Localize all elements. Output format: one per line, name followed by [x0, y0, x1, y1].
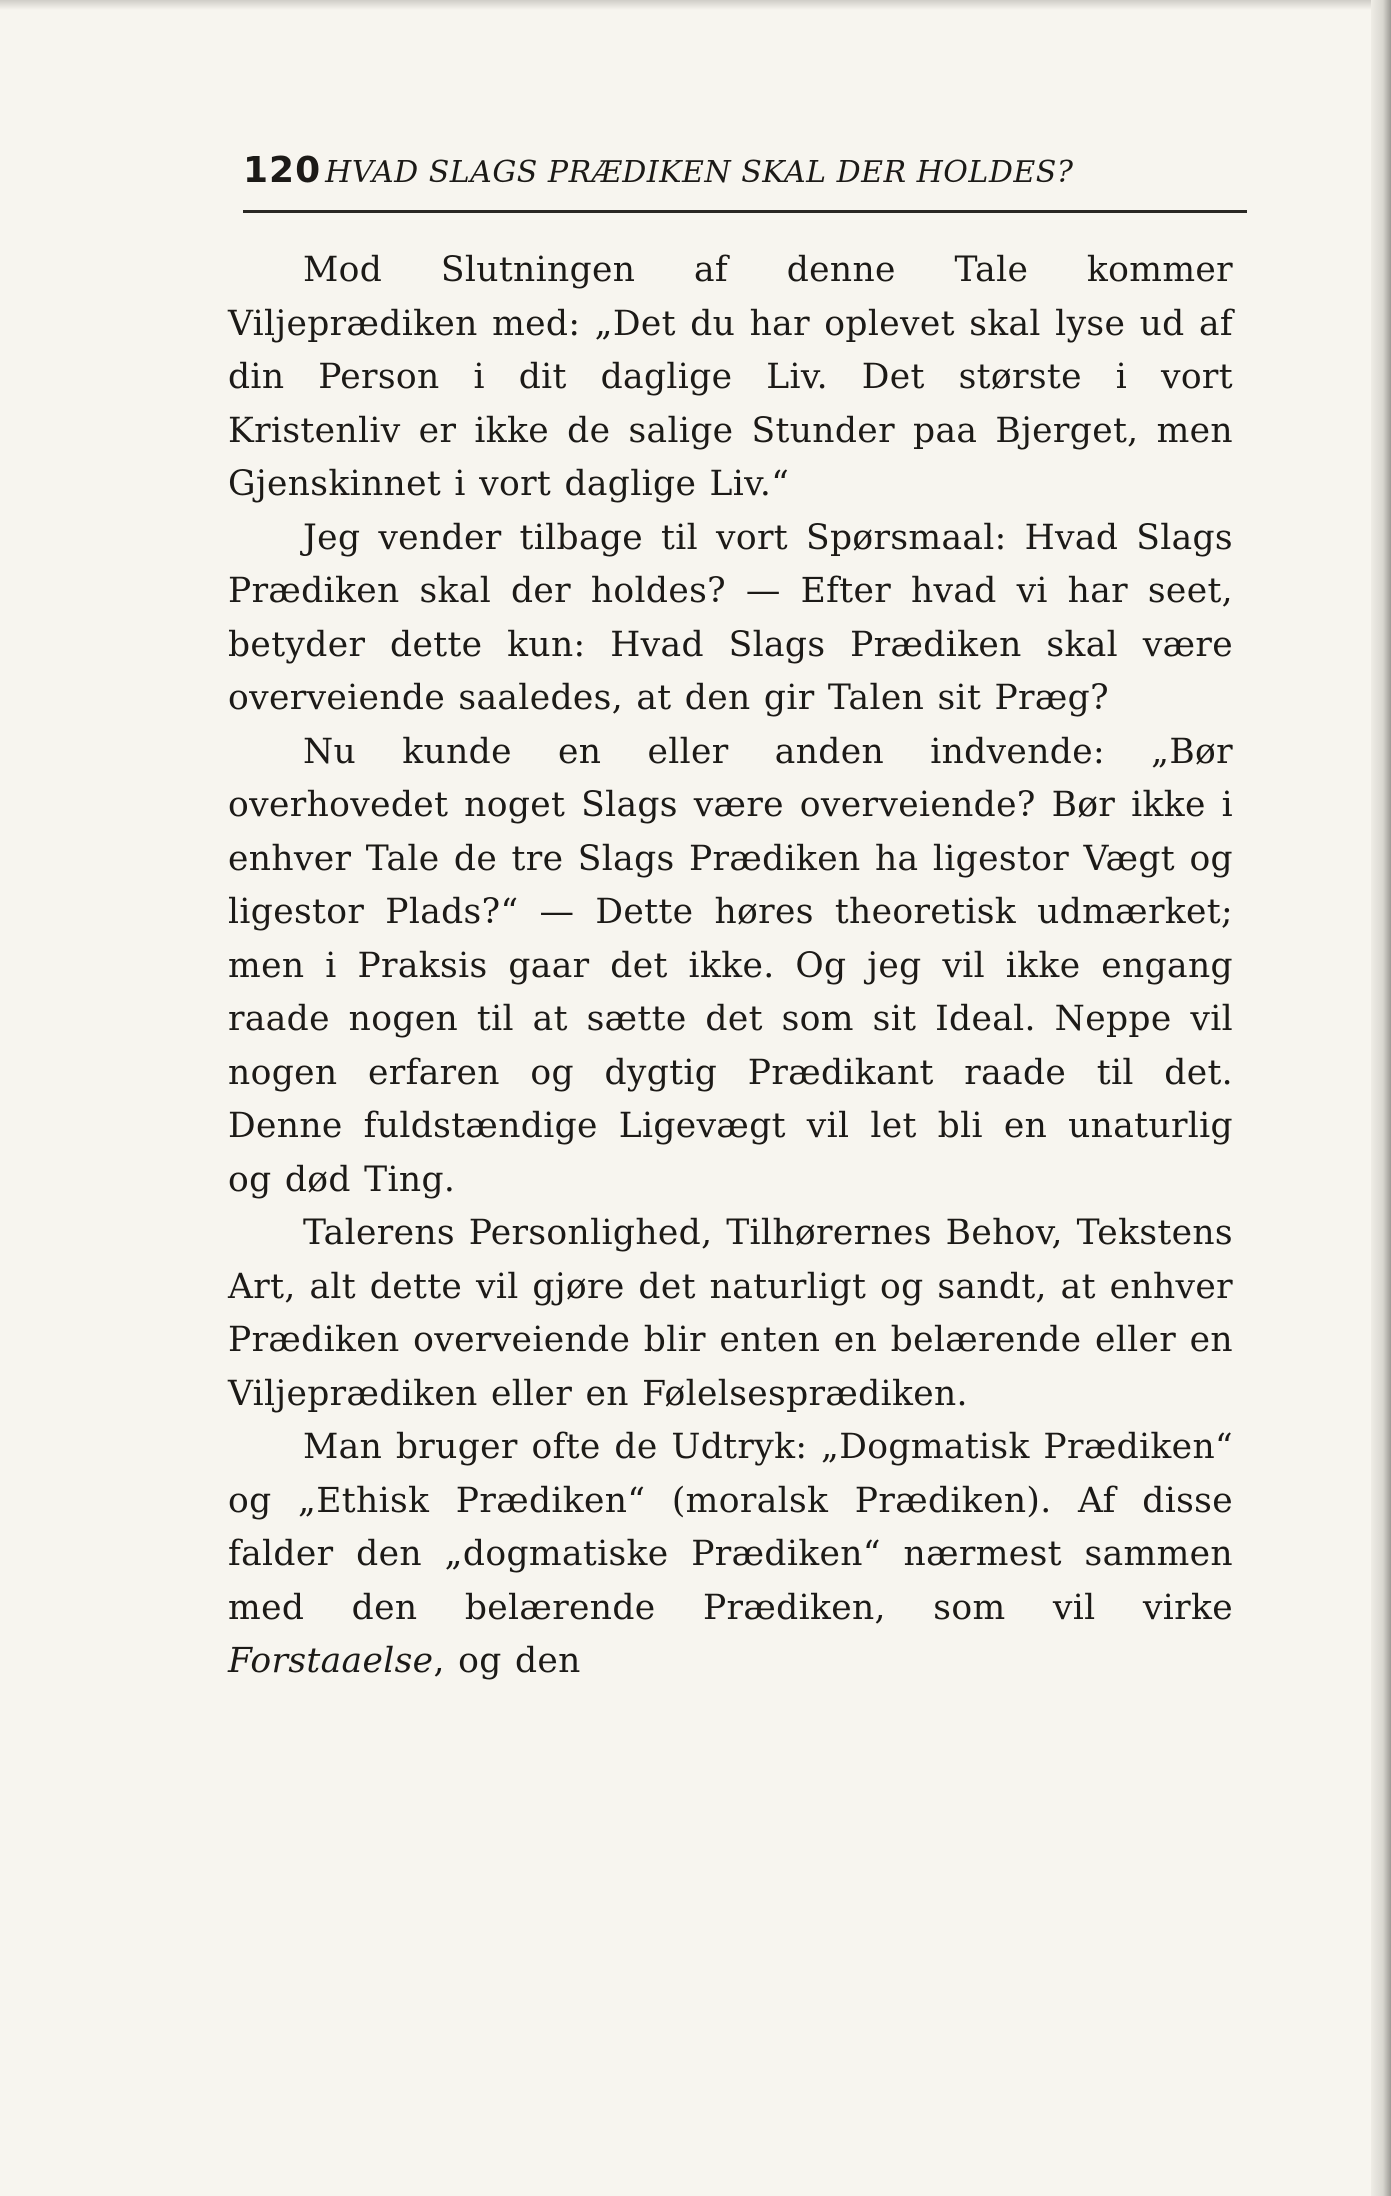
paragraph-text: , og den — [433, 1641, 581, 1681]
paragraph: Jeg vender tilbage til vort Spørsmaal: Hvad Slags Prædiken skal der holdes? — Efter hvad vi har seet, betyder dette kun: Hvad Slags Prædiken skal være overveiende saaledes, at den gir Talen sit Præg? — [228, 517, 1233, 718]
emphasis-text: Forstaaelse — [228, 1641, 434, 1681]
paragraph — [228, 1421, 1233, 1689]
page-right-edge — [1371, 0, 1391, 2196]
running-title: HVAD SLAGS PRÆDIKEN SKAL DER HOLDES? — [325, 155, 1074, 190]
paragraph: Nu kunde en eller anden indvende: „Bør overhovedet noget Slags være overveiende? Bør ikke i enhver Tale de tre Slags Prædiken ha ligestor Vægt og ligestor Plads?“ — Dette høres theoretisk udmærket; men i Praksis gaar det ikke. Og jeg vil ikke engang raade nogen til at sætte det som sit Ideal. Neppe vil nogen erfaren og dygtig Prædikant raade til det. Denne fuldstændige Ligevægt vil let bli en unaturlig og død Ting. — [228, 731, 1233, 1200]
body-text — [228, 244, 1233, 1689]
page-number: 120 — [243, 150, 322, 191]
paragraph: Mod Slutningen af denne Tale kommer Viljeprædiken med: „Det du har oplevet skal lyse ud af din Person i dit daglige Liv. Det største i vort Kristenliv er ikke de salige Stunder paa Bjerget, men Gjenskinnet i vort daglige Liv.“ — [228, 250, 1233, 504]
running-header — [243, 150, 1247, 213]
paragraph: Talerens Personlighed, Tilhørernes Behov, Tekstens Art, alt dette vil gjøre det naturligt og sandt, at enhver Prædiken overveiende blir enten en belærende eller en Viljeprædiken eller en Følelsesprædiken. — [228, 1213, 1233, 1414]
page-top-edge — [0, 0, 1391, 10]
paragraph-text: Man bruger ofte de Udtryk: „Dogmatisk Prædiken“ og „Ethisk Prædiken“ (moralsk Prædiken). Af disse falder den „dogmatiske Prædiken“ nærmest sammen med den belærende Prædiken, som vil virke — [228, 1427, 1233, 1628]
